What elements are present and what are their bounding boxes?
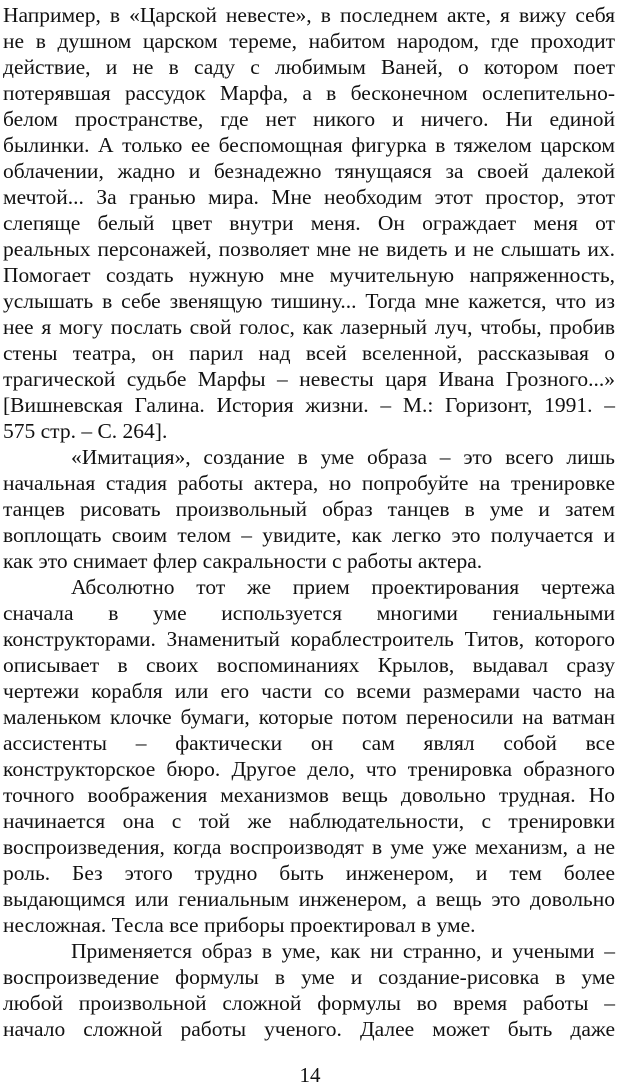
- text-line: начальная стадия работы актера, но попробуйте на тренировке: [3, 471, 615, 495]
- text-line: слепяще белый цвет внутри меня. Он ограждает меня от: [3, 211, 615, 235]
- paragraph-first-line: Абсолютно тот же прием проектирования чертежа: [71, 575, 615, 599]
- text-line: чертежи корабля или его части со всеми размерами часто на: [3, 679, 615, 703]
- text-line: нее я могу послать свой голос, как лазерный луч, чтобы, пробив: [3, 315, 615, 339]
- text-line: 575 стр. – С. 264].: [3, 419, 168, 443]
- paragraph-first-line: Применяется образ в уме, как ни странно, и учеными –: [71, 939, 615, 963]
- text-line: начинается она с той же наблюдательности, с тренировки: [3, 809, 615, 833]
- text-line: Помогает создать нужную мне мучительную напряженность,: [3, 263, 615, 287]
- text-line: потерявшая рассудок Марфа, а в бесконечном ослепительно-: [3, 81, 615, 105]
- text-line: конструкторское бюро. Другое дело, что тренировка образного: [3, 757, 615, 781]
- text-line: трагической судьбе Марфы – невесты царя Ивана Грозного...»: [3, 367, 615, 391]
- text-line: воплощать своим телом – увидите, как легко это получается и: [3, 523, 615, 547]
- text-line: Например, в «Царской невесте», в последнем акте, я вижу себя: [3, 3, 615, 27]
- text-line: былинки. А только ее беспомощная фигурка в тяжелом царском: [3, 133, 615, 157]
- text-line: выдающимся или гениальным инженером, а вещь это довольно: [3, 887, 615, 911]
- paragraph-first-line: «Имитация», создание в уме образа – это всего лишь: [71, 445, 615, 469]
- text-line: начало сложной работы ученого. Далее может быть даже: [3, 1017, 615, 1041]
- text-line: реальных персонажей, позволяет мне не видеть и не слышать их.: [3, 237, 615, 261]
- text-line: сначала в уме используется многими гениальными: [3, 601, 615, 625]
- text-line: конструкторами. Знаменитый кораблестроитель Титов, которого: [3, 627, 615, 651]
- text-line: точного воображения механизмов вещь довольно трудная. Но: [3, 783, 615, 807]
- text-line: белом пространстве, где нет никого и ничего. Ни единой: [3, 107, 615, 131]
- text-line: описывает в своих воспоминаниях Крылов, выдавал сразу: [3, 653, 615, 677]
- text-line: воспроизведение формулы в уме и создание-рисовка в уме: [3, 965, 615, 989]
- page-number: 14: [299, 1063, 321, 1087]
- text-line: несложная. Тесла все приборы проектировал в уме.: [3, 913, 476, 937]
- text-line: как это снимает флер сакральности с работы актера.: [3, 549, 483, 573]
- text-line: не в душном царском тереме, набитом народом, где проходит: [3, 29, 615, 53]
- text-line: любой произвольной сложной формулы во время работы –: [3, 991, 615, 1015]
- text-line: танцев рисовать произвольный образ танцев в уме и затем: [3, 497, 615, 521]
- text-line: воспроизведения, когда воспроизводят в уме уже механизм, а не: [3, 835, 615, 859]
- text-line: роль. Без этого трудно быть инженером, и тем более: [3, 861, 615, 885]
- text-line: [Вишневская Галина. История жизни. – М.: Горизонт, 1991. –: [3, 393, 615, 417]
- text-line: мечтой... За гранью мира. Мне необходим этот простор, этот: [3, 185, 615, 209]
- text-line: облачении, жадно и безнадежно тянущаяся за своей далекой: [3, 159, 615, 183]
- text-line: действие, и не в саду с любимым Ваней, о котором поет: [3, 55, 615, 79]
- text-line: маленьком клочке бумаги, которые потом переносили на ватман: [3, 705, 615, 729]
- text-line: ассистенты – фактически он сам являл собой все: [3, 731, 615, 755]
- text-line: услышать в себе звенящую тишину... Тогда мне кажется, что из: [3, 289, 615, 313]
- text-line: стены театра, он парил над всей вселенной, рассказывая о: [3, 341, 615, 365]
